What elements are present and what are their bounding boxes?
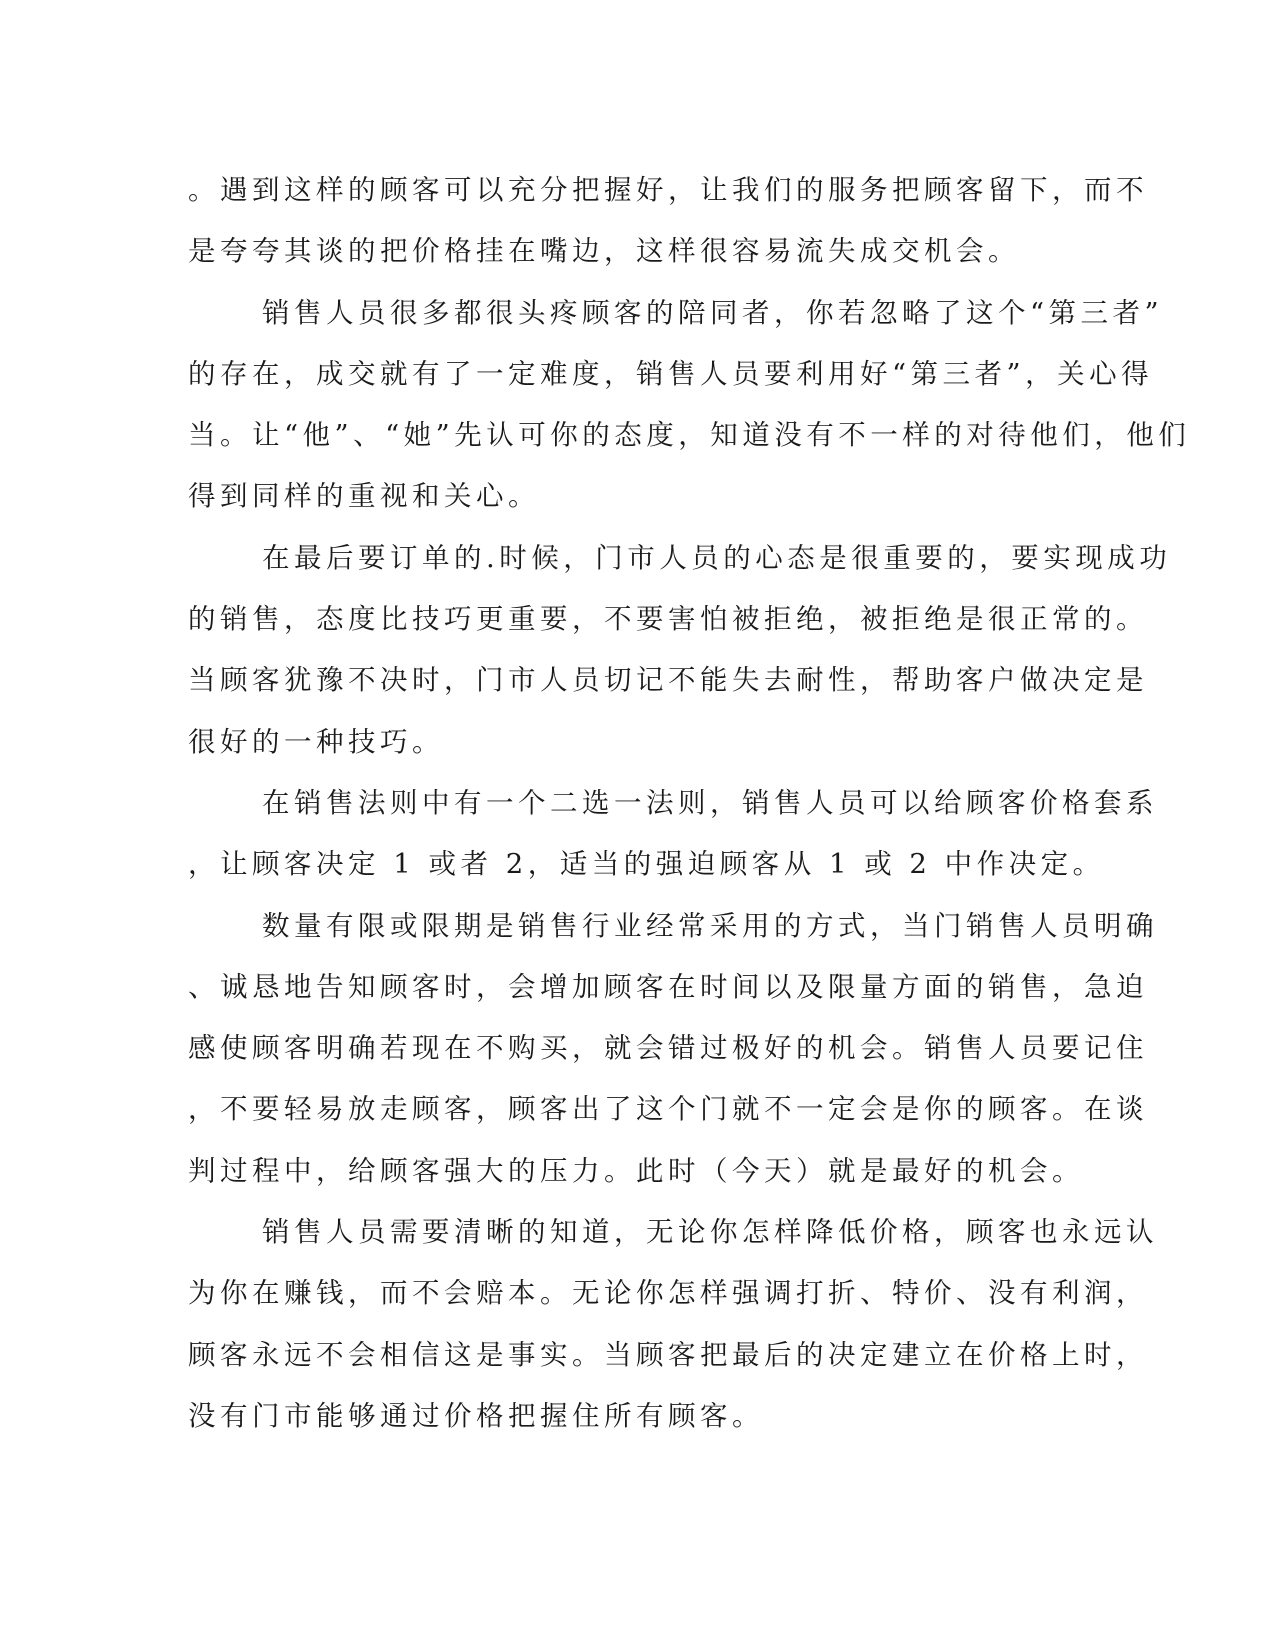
paragraph (188, 160, 1148, 283)
text-line: 的销售，态度比技巧更重要，不要害怕被拒绝，被拒绝是很正常的。 (188, 603, 1148, 636)
text-line: 的存在，成交就有了一定难度，销售人员要利用好“第三者”，关心得 (188, 357, 1154, 390)
text-line: 数量有限或限期是销售行业经常采用的方式，当门销售人员明确 (262, 909, 1158, 942)
body-text (188, 160, 1191, 1447)
text-line: 当。让“他”、“她”先认可你的态度，知道没有不一样的对待他们，他们 (188, 419, 1191, 452)
text-line: 为你在赚钱，而不会赔本。无论你怎样强调打折、特价、没有利润， (188, 1277, 1148, 1310)
paragraph (188, 283, 1191, 528)
text-line: 当顾客犹豫不决时，门市人员切记不能失去耐性，帮助客户做决定是 (188, 664, 1148, 697)
text-line: ，不要轻易放走顾客，顾客出了这个门就不一定会是你的顾客。在谈 (188, 1093, 1148, 1126)
text-line: 销售人员很多都很头疼顾客的陪同者，你若忽略了这个“第三者” (262, 296, 1164, 329)
text-line: 销售人员需要清晰的知道，无论你怎样降低价格，顾客也永远认 (262, 1216, 1158, 1249)
text-line: 没有门市能够通过价格把握住所有顾客。 (188, 1399, 764, 1432)
text-line: 是夸夸其谈的把价格挂在嘴边，这样很容易流失成交机会。 (188, 235, 1020, 268)
paragraph (188, 896, 1158, 1202)
text-line: ，让顾客决定 1 或者 2，适当的强迫顾客从 1 或 2 中作决定。 (188, 848, 1105, 881)
text-line: 在最后要订单的.时候，门市人员的心态是很重要的，要实现成功 (262, 541, 1172, 574)
paragraph (188, 528, 1172, 773)
text-line: 判过程中，给顾客强大的压力。此时（今天）就是最好的机会。 (188, 1154, 1084, 1187)
text-line: 顾客永远不会相信这是事实。当顾客把最后的决定建立在价格上时， (188, 1338, 1148, 1371)
text-line: 。遇到这样的顾客可以充分把握好，让我们的服务把顾客留下，而不 (188, 174, 1148, 206)
text-line: 很好的一种技巧。 (188, 725, 444, 758)
text-line: 在销售法则中有一个二选一法则，销售人员可以给顾客价格套系 (262, 786, 1158, 819)
paragraph (188, 1202, 1158, 1447)
text-line: 感使顾客明确若现在不购买，就会错过极好的机会。销售人员要记住 (188, 1032, 1148, 1065)
text-line: 、诚恳地告知顾客时，会增加顾客在时间以及限量方面的销售，急迫 (188, 970, 1148, 1003)
paragraph (188, 773, 1158, 896)
text-line: 得到同样的重视和关心。 (188, 480, 540, 513)
